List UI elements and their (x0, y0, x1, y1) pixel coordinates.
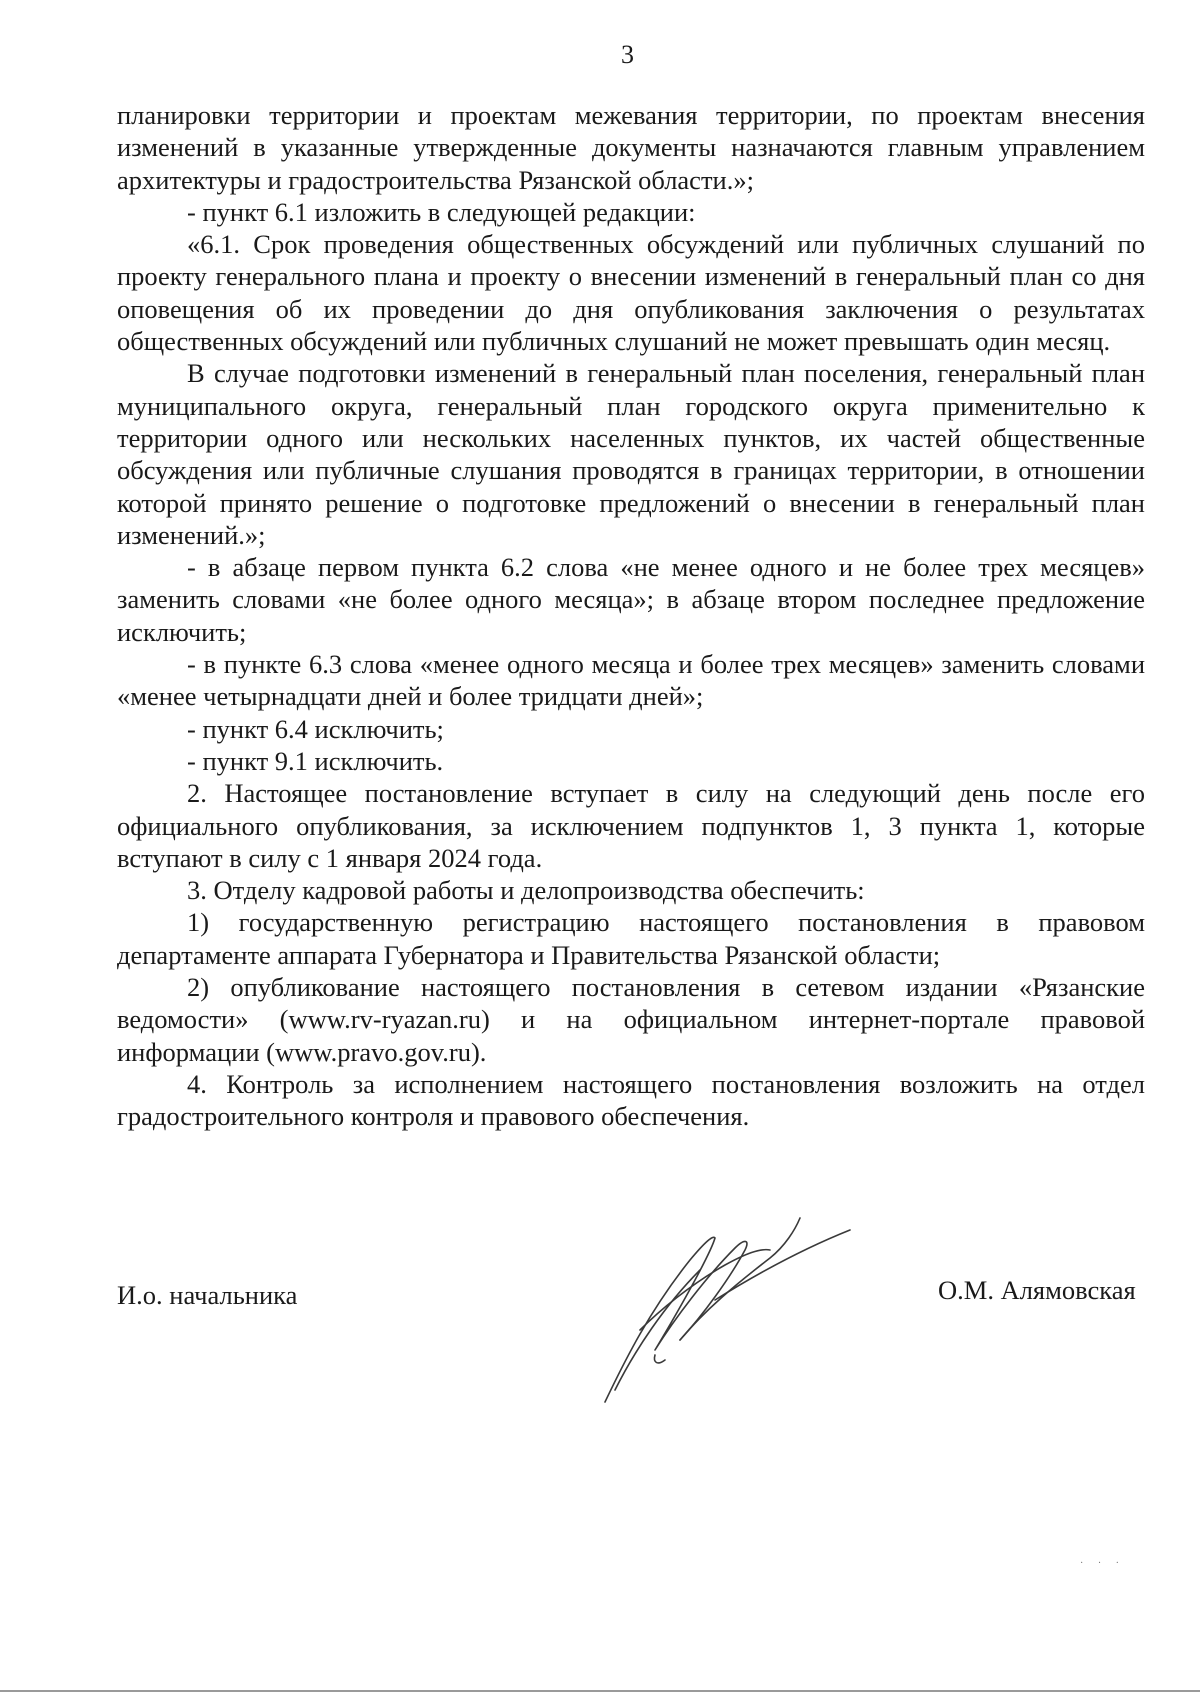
paragraph-7: - пункт 9.1 исключить. (187, 745, 444, 776)
handwritten-signature (595, 1190, 855, 1410)
page-number: 3 (621, 40, 634, 69)
paragraph-9: 3. Отделу кадровой работы и делопроизводства обеспечить: (187, 875, 865, 906)
paragraph-1: - пункт 6.1 изложить в следующей редакции: (187, 196, 696, 227)
document-body (117, 99, 1145, 1133)
paragraph-4: - в абзаце первом пункта 6.2 слова «не менее одного и не более трех месяцев» заменить словами «не более одного месяца»; в абзаце втором последнее предложение исключить; (117, 552, 1145, 647)
paragraph-5: - в пункте 6.3 слова «менее одного месяца и более трех месяцев» заменить словами «менее четырнадцати дней и более тридцати дней»; (117, 649, 1145, 712)
paragraph-12: 4. Контроль за исполнением настоящего постановления возложить на отдел градостроительного контроля и правового обеспечения. (117, 1068, 1145, 1132)
paragraph-11: 2) опубликование настоящего постановления в сетевом издании «Рязанские ведомости» (www.rv-ryazan.ru) и на официальном интернет-портале правовой информации (www.pravo.gov.ru). (117, 972, 1145, 1067)
signatory-position: И.о. начальника (117, 1280, 298, 1310)
scan-artifact: · · · (1080, 1558, 1125, 1569)
paragraph-2: «6.1. Срок проведения общественных обсуждений или публичных слушаний по проекту генерального плана и проекту о внесении изменений в генеральный план со дня оповещения об их проведении до дня опубликования заключения о результатах общественных обсуждений или публичных слушаний не может превышать один месяц. (117, 229, 1145, 357)
paragraph-8: 2. Настоящее постановление вступает в силу на следующий день после его официального опубликования, за исключением подпунктов 1, 3 пункта 1, которые вступают в силу с 1 января 2024 года. (117, 778, 1145, 873)
paragraph-3: В случае подготовки изменений в генеральный план поселения, генеральный план муниципального округа, генеральный план городского округа применительно к территории одного или нескольких населенных пунктов, их частей общественные обсуждения или публичные слушания проводятся в границах территории, в отношении которой принято решение о подготовке предложений о внесении в генеральный план изменений.»; (117, 358, 1145, 550)
paragraph-6: - пункт 6.4 исключить; (187, 713, 444, 744)
paragraph-10: 1) государственную регистрацию настоящего постановления в правовом департаменте аппарата Губернатора и Правительства Рязанской области; (117, 907, 1145, 970)
signatory-name: О.М. Алямовская (938, 1275, 1136, 1305)
paragraph-0: планировки территории и проектам межевания территории, по проектам внесения изменений в указанные утвержденные документы назначаются главным управлением архитектуры и градостроительства Рязанской области.»; (117, 100, 1145, 195)
scan-edge-line (0, 1690, 1200, 1692)
